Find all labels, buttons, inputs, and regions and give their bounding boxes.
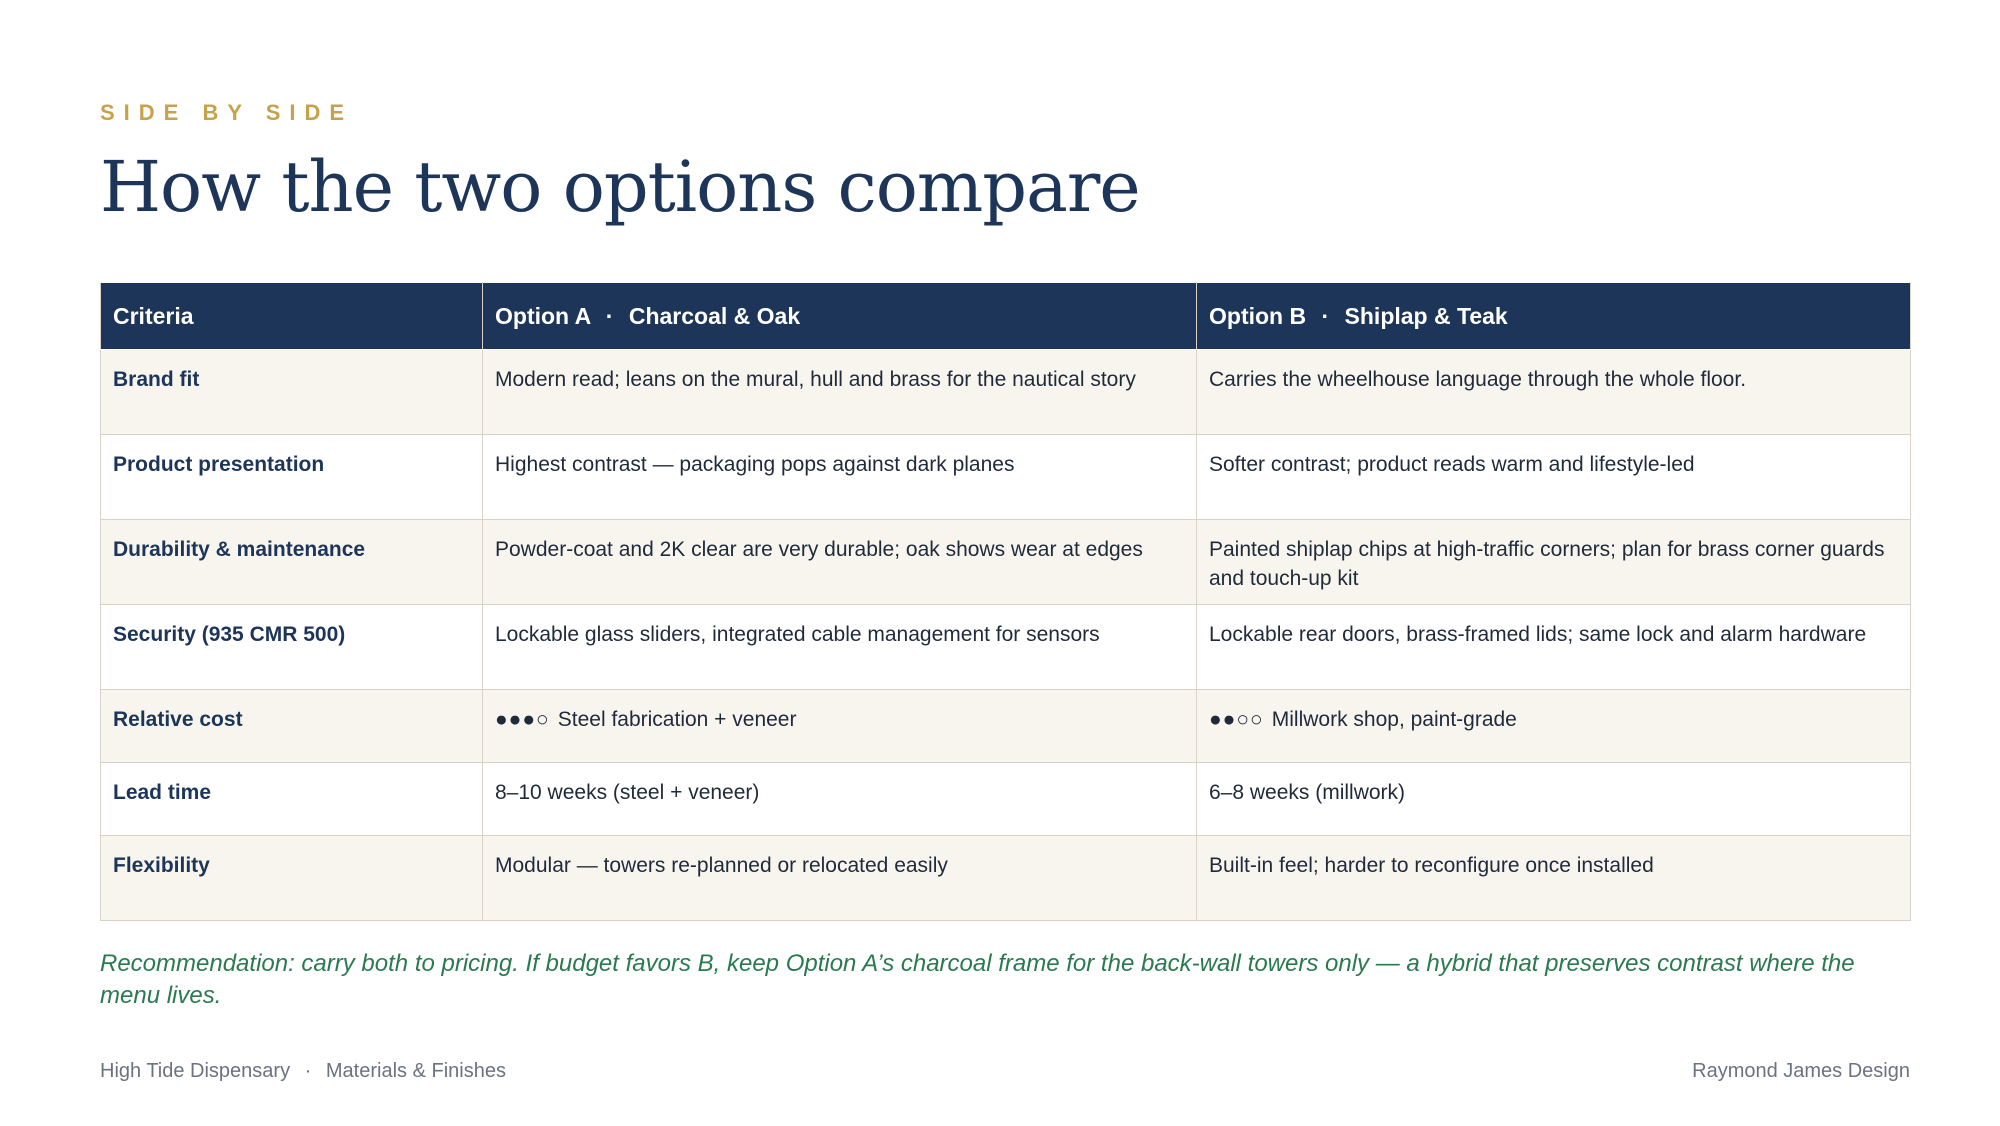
page-title: How the two options compare [100, 146, 1140, 228]
footer-section: Materials & Finishes [325, 1060, 506, 1082]
table-header-row [101, 283, 1911, 350]
slide [100, 0, 1910, 1126]
option-b-name: Option B [1209, 302, 1307, 329]
option-a-cell: 8–10 weeks (steel + veneer) [483, 763, 1197, 836]
comparison-table [100, 282, 1911, 921]
criteria-cell: Lead time [101, 763, 483, 836]
criteria-cell: Relative cost [101, 690, 483, 763]
header-separator: · [1321, 302, 1330, 329]
footer-client: High Tide Dispensary [100, 1060, 291, 1082]
criteria-cell: Product presentation [101, 435, 483, 520]
table-row [101, 435, 1911, 520]
table-row [101, 520, 1911, 605]
cost-rating-dots: ●●●○ [495, 708, 550, 731]
option-b-finish: Shiplap & Teak [1344, 302, 1508, 329]
footer-firm: Raymond James Design [1692, 1060, 1910, 1082]
criteria-cell: Security (935 CMR 500) [101, 605, 483, 690]
option-a-cell: Highest contrast — packaging pops against dark planes [483, 435, 1197, 520]
option-a-cell: Lockable glass sliders, integrated cable management for sensors [483, 605, 1197, 690]
option-b-cell: Lockable rear doors, brass-framed lids; same lock and alarm hardware [1197, 605, 1911, 690]
option-a-cell: Powder-coat and 2K clear are very durable; oak shows wear at edges [483, 520, 1197, 605]
header-criteria: Criteria [101, 283, 483, 350]
option-a-cost-text: Steel fabrication + veneer [557, 708, 797, 731]
option-a-cell: Modular — towers re-planned or relocated easily [483, 836, 1197, 921]
criteria-cell: Durability & maintenance [101, 520, 483, 605]
footer-separator: · [304, 1060, 312, 1082]
option-a-cell [483, 690, 1197, 763]
table-row [101, 763, 1911, 836]
cost-rating-dots: ●●○○ [1209, 708, 1264, 731]
option-a-name: Option A [495, 302, 591, 329]
criteria-cell: Brand fit [101, 350, 483, 435]
option-a-finish: Charcoal & Oak [628, 302, 801, 329]
recommendation-note: Recommendation: carry both to pricing. If budget favors B, keep Option A’s charcoal frame for the back-wall towers only — a hybrid that preserves contrast where the menu lives. [100, 950, 1855, 1009]
option-a-cell: Modern read; leans on the mural, hull and brass for the nautical story [483, 350, 1197, 435]
header-option-b [1197, 283, 1911, 350]
option-b-cell: Painted shiplap chips at high-traffic corners; plan for brass corner guards and touch-up kit [1197, 520, 1911, 605]
table-row [101, 836, 1911, 921]
option-b-cost-text: Millwork shop, paint-grade [1271, 708, 1517, 731]
header-separator: · [605, 302, 614, 329]
footer-left [100, 1060, 506, 1083]
option-b-cell [1197, 690, 1911, 763]
option-b-cell: Softer contrast; product reads warm and lifestyle-led [1197, 435, 1911, 520]
table-row [101, 605, 1911, 690]
table-row [101, 690, 1911, 763]
option-b-cell: Carries the wheelhouse language through the whole floor. [1197, 350, 1911, 435]
table-row [101, 350, 1911, 435]
criteria-cell: Flexibility [101, 836, 483, 921]
option-b-cell: 6–8 weeks (millwork) [1197, 763, 1911, 836]
header-option-a [483, 283, 1197, 350]
eyebrow-label: SIDE BY SIDE [100, 100, 354, 125]
option-b-cell: Built-in feel; harder to reconfigure once installed [1197, 836, 1911, 921]
